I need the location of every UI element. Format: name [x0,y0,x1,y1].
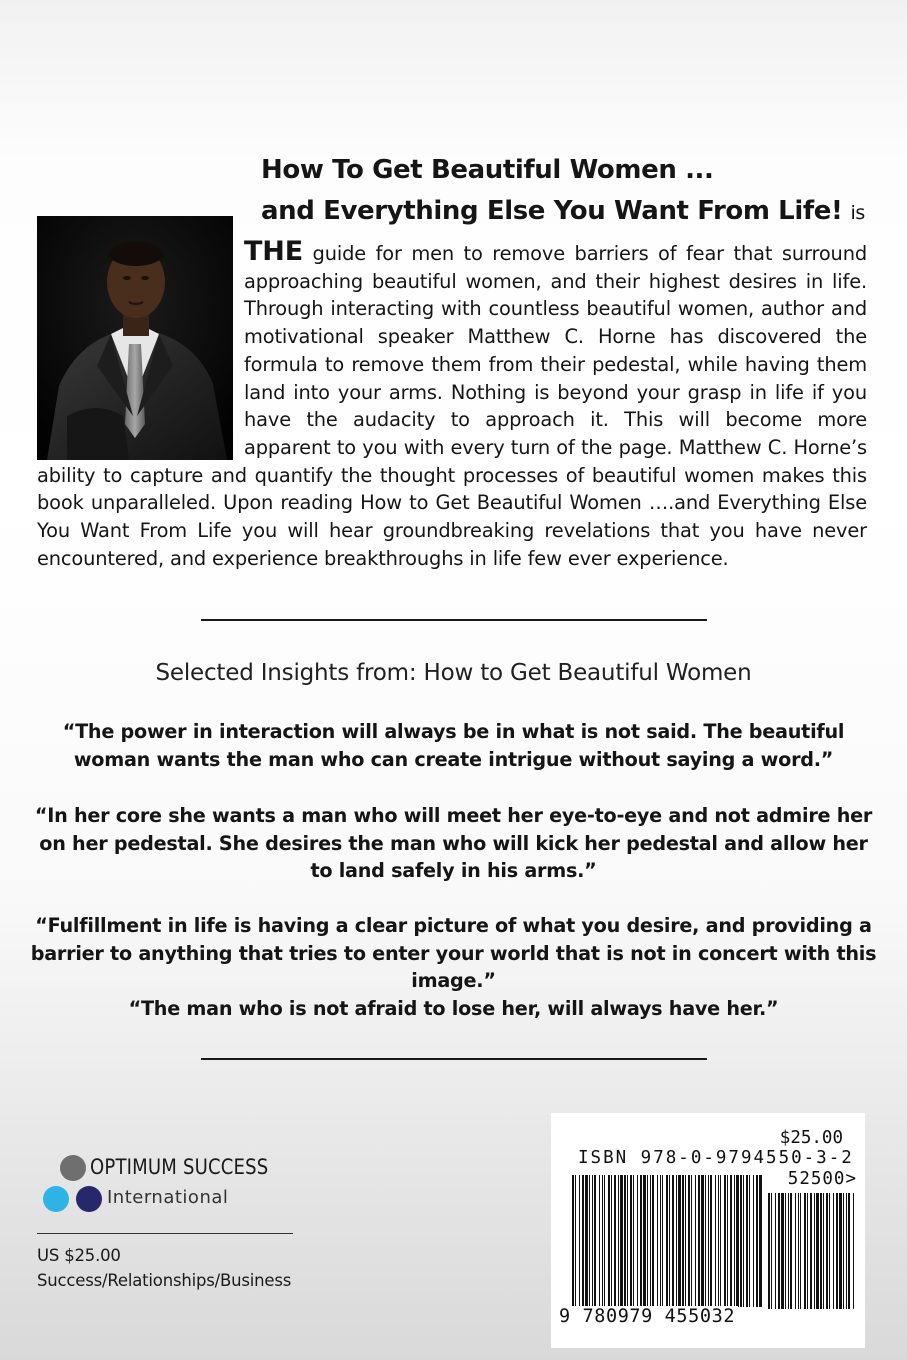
barcode-bar [594,1175,596,1307]
barcode-bar [599,1175,600,1307]
description-lead: THE [244,236,304,267]
quote-4: “The man who is not afraid to lose her, will always have her.” [128,997,779,1020]
barcode-bar [724,1175,726,1307]
barcode-bar [816,1193,819,1309]
barcode-bar [846,1193,847,1309]
barcode-bar [814,1193,815,1309]
barcode-bar [678,1175,681,1307]
barcode-bar [775,1193,776,1309]
barcode-bar [749,1175,750,1307]
barcode-bar [743,1175,744,1307]
barcode-bar [620,1175,623,1307]
barcode-addon-bars [768,1193,856,1327]
quote-1: “The power in interaction will always be in what is not said. The beautiful woman wants the man who can create intrigue without saying a word.” [62,720,845,771]
barcode-bar [660,1175,661,1307]
divider-top [201,619,707,621]
barcode-bar [688,1175,690,1307]
logo-dot-navy [76,1186,102,1212]
divider-bottom [201,1058,707,1060]
barcode-bar [701,1175,704,1307]
barcode-bar [746,1175,748,1307]
barcode-bar [643,1175,646,1325]
description-body: guide for men to remove barriers of fear that surround approaching beautiful women, and their highest desires in life. Through interacting with countless beautiful women, author and motivational speaker Matthew C. Horne has discovered the formula to remove them from their pedestal, while having them land into your arms. Nothing is beyond your grasp in life if you have the audacity to approach it. This will become more apparent to you with every turn of the page. Matthew C. Horne’s ability to capture and quantify the thought processes of beautiful women makes this book unparalleled. Upon reading How to Get Beautiful Women ….and Everything Else You Want From Life you will hear groundbreaking revelations that you have never encountered, and experience breakthroughs in life few ever experience. [37,242,867,570]
barcode-bar [637,1175,638,1307]
addon-digits: 52500> [787,1169,857,1189]
barcode-bar [853,1193,854,1309]
barcode-bar [614,1175,616,1307]
barcode-bar [829,1193,830,1309]
barcode-bar [753,1175,754,1307]
barcode-bar [833,1193,834,1309]
barcode-bar [695,1175,696,1307]
barcode-bar [627,1175,628,1307]
barcode-bar [650,1175,651,1307]
barcode-bar [705,1175,706,1307]
barcode-bar [778,1193,780,1309]
barcode-bar [618,1175,619,1307]
barcode-bar [666,1175,668,1307]
barcode-bar [647,1175,648,1325]
barcode-bar [682,1175,684,1307]
barcode-bar [790,1193,792,1309]
barcode-bar [740,1175,742,1307]
barcode-bar [592,1175,593,1307]
barcode-bar [579,1175,580,1307]
barcode-bar [624,1175,626,1307]
barcode-bar [823,1193,824,1309]
book-description [37,238,867,572]
barcode-bar [633,1175,634,1307]
book-title-line1: How To Get Beautiful Women ... [261,155,714,185]
publisher-subtitle: International [107,1187,229,1208]
barcode-bar [630,1175,632,1307]
barcode-bar [652,1175,654,1307]
category-label: Success/Relationships/Business [37,1271,292,1290]
quote-3: “Fulfillment in life is having a clear picture of what you desire, and providing a barrier to anything that tries to enter your world that is not in concert with this image.” [30,914,877,993]
barcode-bar [718,1175,719,1325]
barcode-bar [804,1193,806,1309]
barcode-bar [798,1193,799,1309]
barcode-bar [848,1193,850,1309]
barcode-bar [708,1175,709,1307]
barcode-bar [575,1175,576,1325]
barcode-price: $25.00 [779,1128,843,1148]
quote-2: “In her core she wants a man who will meet her eye-to-eye and not admire her on her pedestal. She desires the man who will kick her pedestal and allow her to land safely in his arms.” [34,804,873,883]
insights-heading: Selected Insights from: How to Get Beautiful Women [155,660,752,686]
barcode-bar [727,1175,728,1307]
ean-digits: 9 780979 455032 [559,1306,738,1327]
barcode-bar [820,1193,822,1309]
barcode-bar [836,1193,838,1309]
publisher-name: OPTIMUM SUCCESS [90,1155,269,1179]
barcode-bar [756,1175,758,1307]
barcode-bar [759,1175,762,1307]
barcode-bar [715,1175,716,1325]
barcode-bar [720,1175,721,1307]
barcode-bar [810,1193,812,1309]
barcode-bar [839,1193,842,1309]
barcode-bar [807,1193,808,1309]
barcode-bar [734,1175,735,1307]
barcode-bar [611,1175,612,1307]
barcode-bar [640,1175,642,1307]
book-title-line2: and Everything Else You Want From Life! [261,196,843,226]
barcode-bar [582,1175,584,1307]
barcode-bar [585,1175,588,1307]
barcode-bar [672,1175,674,1307]
barcode-bar [604,1175,605,1307]
barcode-bar [698,1175,700,1307]
logo-dot-gray [60,1155,86,1181]
barcode-bar [768,1193,770,1309]
barcode-bar [788,1193,789,1309]
barcode-bar [676,1175,677,1307]
barcode-bar [669,1175,670,1307]
logo-dot-cyan [43,1186,69,1212]
footer-rule [37,1233,293,1234]
barcode-bar [608,1175,610,1307]
price-label: US $25.00 [37,1246,121,1265]
barcode-panel [551,1113,865,1348]
barcode-bar [662,1175,663,1307]
barcode-bar [685,1175,686,1307]
barcode-bar [572,1175,574,1325]
barcode-bar [795,1193,796,1309]
isbn-label: ISBN 978-0-9794550-3-2 [578,1148,854,1168]
barcode-ean-bars [572,1175,762,1325]
barcode-bar [771,1193,772,1309]
barcode-bar [843,1193,844,1309]
barcode-bar [710,1175,712,1307]
barcode-bar [800,1193,801,1309]
barcode-bar [691,1175,692,1307]
barcode-bar [781,1193,784,1309]
barcode-bar [602,1175,603,1307]
barcode-bar [657,1175,658,1307]
book-title [261,150,865,234]
barcode-bar [736,1175,739,1307]
price-category [37,1243,291,1293]
barcode-bar [785,1193,786,1309]
title-suffix: is [850,202,865,224]
barcode-bar [826,1193,828,1309]
barcode-bar [730,1175,732,1307]
barcode-bar [589,1175,590,1307]
